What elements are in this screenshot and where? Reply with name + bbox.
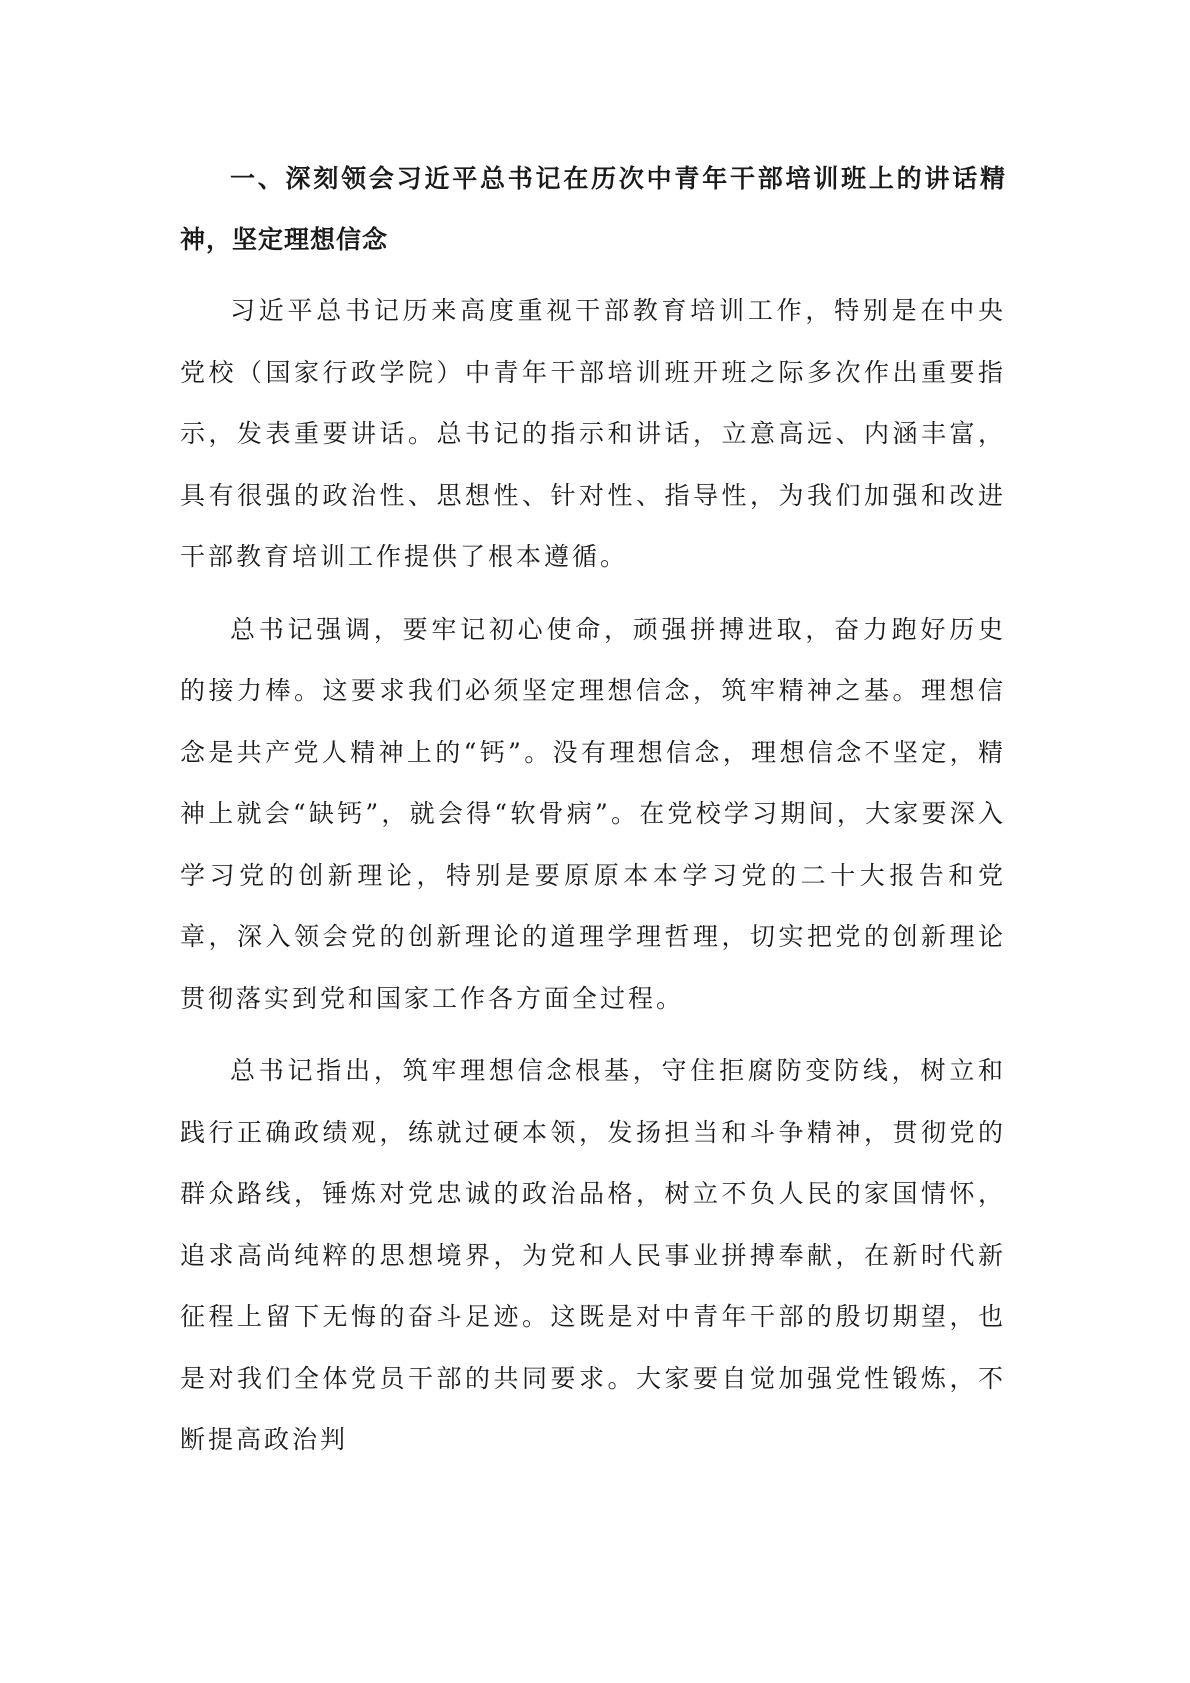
section-heading: 一、深刻领会习近平总书记在历次中青年干部培训班上的讲话精神，坚定理想信念 [180, 164, 1006, 254]
paragraph-2: 总书记强调，要牢记初心使命，顽强拼搏进取，奋力跑好历史的接力棒。这要求我们必须坚定理想信念，筑牢精神之基。理想信念是共产党人精神上的“钙”。没有理想信念，理想信念不坚定，精神上就会“缺钙”，就会得“软骨病”。在党校学习期间，大家要深入学习党的创新理论，特别是要原原本本学习党的二十大报告和党章，深入领会党的创新理论的道理学理哲理，切实把党的创新理论贯彻落实到党和国家工作各方面全过程。 [180, 614, 1006, 1013]
paragraph-1: 习近平总书记历来高度重视干部教育培训工作，特别是在中央党校（国家行政学院）中青年干部培训班开班之际多次作出重要指示，发表重要讲话。总书记的指示和讲话，立意高远、内涵丰富，具有很强的政治性、思想性、针对性、指导性，为我们加强和改进干部教育培训工作提供了根本遵循。 [180, 296, 1006, 571]
document-body [180, 148, 1006, 1482]
paragraph-3: 总书记指出，筑牢理想信念根基，守住拒腐防变防线，树立和践行正确政绩观，练就过硬本领，发扬担当和斗争精神，贯彻党的群众路线，锤炼对党忠诚的政治品格，树立不负人民的家国情怀，追求高尚纯粹的思想境界，为党和人民事业拼搏奉献，在新时代新征程上留下无悔的奋斗足迹。这既是对中青年干部的殷切期望，也是对我们全体党员干部的共同要求。大家要自觉加强党性锻炼，不断提高政治判 [180, 1056, 1006, 1454]
